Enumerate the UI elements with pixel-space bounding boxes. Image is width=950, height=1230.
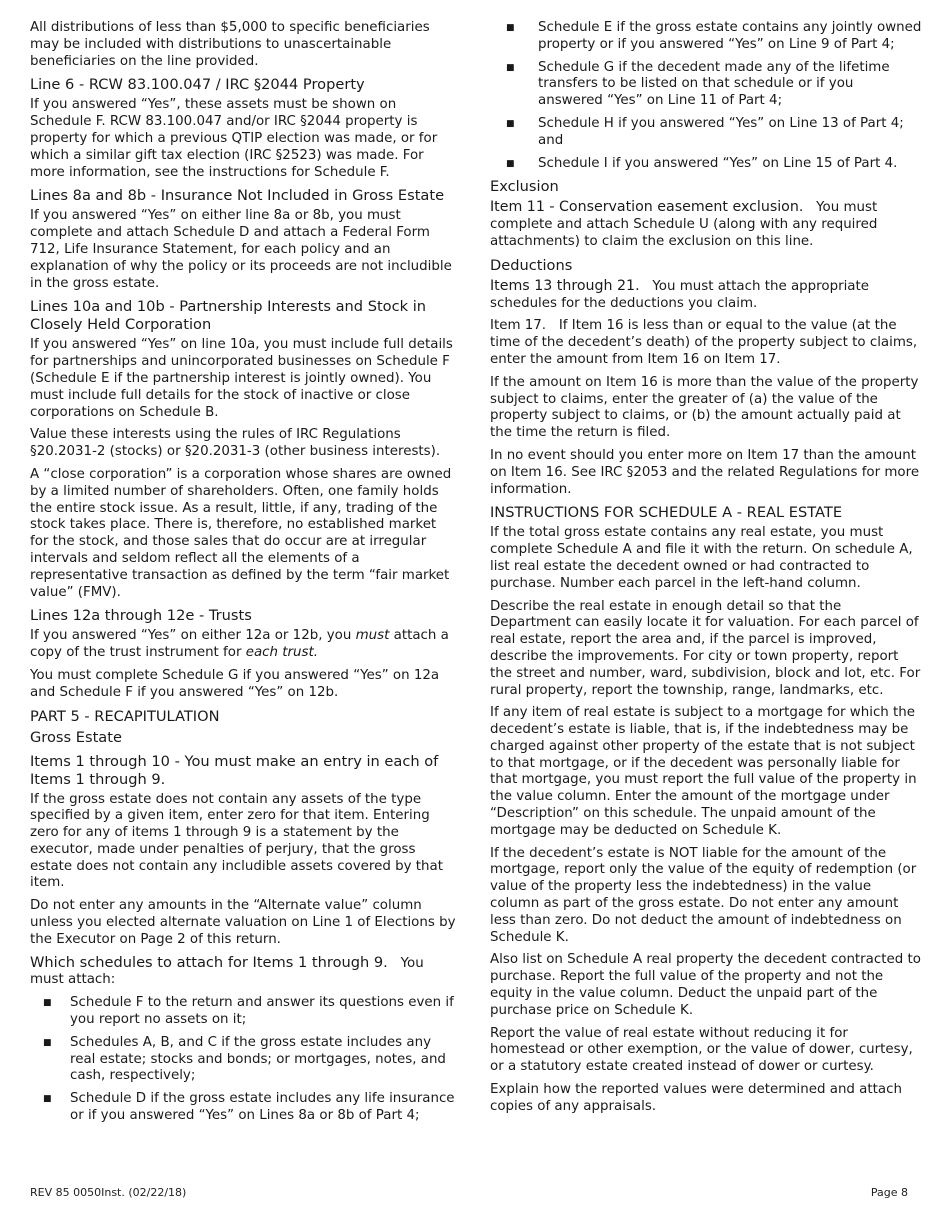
heading-schedule-a: INSTRUCTIONS FOR SCHEDULE A - REAL ESTATE xyxy=(490,504,843,522)
schedule-a-paragraph-2: Describe the real estate in enough detail so that the Department can easily locate it for valuation. For each parcel of real estate, report the area and, if the parcel is improved, describe the improvements. For city or town property, report the street and number, ward, subdivision, block and lot, etc. For rural property, report the township, range, landmarks, etc. xyxy=(490,598,921,698)
item17-text: If Item 16 is less than or equal to the value (at the time of the decedent’s death) of the property subject to claims, enter the amount from Item 16 on Item 17. xyxy=(490,318,918,367)
heading-exclusion: Exclusion xyxy=(490,178,559,196)
list-item: ■ Schedule E if the gross estate contains any jointly owned property or if you answered “Yes” on Line 9 of Part 4; xyxy=(490,20,922,54)
list-item: ■ Schedule D if the gross estate includes any life insurance or if you answered “Yes” on Lines 8a or 8b of Part 4; xyxy=(30,1091,458,1125)
schedule-a-paragraph-6: Report the value of real estate without reducing it for homestead or other exemption, or the value of dower, curtesy, or a statutory estate created instead of dower or curtesy. xyxy=(490,1025,913,1075)
item17-paragraph-3: In no event should you enter more on Item 17 than the amount on Item 16. See IRC §2053 and the related Regulations for more information. xyxy=(490,447,920,497)
left-column xyxy=(30,20,458,1131)
page-number: Page 8 xyxy=(870,1186,908,1199)
which-schedules-lead: Which schedules to attach for Items 1 through 9. xyxy=(30,953,388,971)
schedule-a-paragraph-3: If any item of real estate is subject to a mortgage for which the decedent’s estate is liable, that is, if the indebtedness may be charged against other property of the estate that is not subject to that mortgage, or if the decedent was personally liable for that mortgage, you must report the full value of the property in the value column. Enter the amount of the mortgage under “Description” on this schedule. The unpaid amount of the mortgage may be deducted on Schedule K. xyxy=(490,705,917,838)
which-schedules-paragraph xyxy=(30,955,458,990)
right-column xyxy=(490,20,922,1122)
which-schedules-tail: You must attach: xyxy=(30,955,424,988)
items13-paragraph xyxy=(490,278,922,313)
schedule-a-paragraph-1: If the total gross estate contains any real estate, you must complete Schedule A and file it with the return. On schedule A, list real estate the decedent owned or had contracted to purchase. Number each parcel in the left-hand column. xyxy=(490,525,913,591)
items1-paragraph-2: Do not enter any amounts in the “Alternate value” column unless you elected alternate valuation on Line 1 of Elections by the Executor on Page 2 of this return. xyxy=(30,898,456,947)
list-item: ■ Schedule H if you answered “Yes” on Line 13 of Part 4; and xyxy=(490,116,922,150)
list-item: ■ Schedule G if the decedent made any of the lifetime transfers to be listed on that schedule or if you answered “Yes” on Line 11 of Part 4; xyxy=(490,60,922,110)
items1-paragraph-1: If the gross estate does not contain any assets of the type specified by a given item, enter zero for that item. Entering zero for any of items 1 through 9 is a statement by the executor, made under penalties of perjury, that the gross estate does not contain any includible assets covered by that item. xyxy=(30,791,443,891)
heading-part5: PART 5 - RECAPITULATION xyxy=(30,707,220,725)
lines12-emphasis-must: must xyxy=(355,628,390,644)
item17-paragraph-1 xyxy=(490,318,922,368)
schedule-a-paragraph-5: Also list on Schedule A real property the decedent contracted to purchase. Report the full value of the property and not the equity in the value column. Deduct the unpaid part of the purchase price on Schedule K. xyxy=(490,952,921,1018)
lines8-paragraph: If you answered “Yes” on either line 8a or 8b, you must complete and attach Schedule D and attach a Federal Form 712, Life Insurance Statement, for each policy and an explanation of why the policy or its proceeds are not includible in the gross estate. xyxy=(30,208,452,291)
lines12-paragraph-2: You must complete Schedule G if you answered “Yes” on 12a and Schedule F if you answered “Yes” on 12b. xyxy=(30,667,440,700)
line6-paragraph: If you answered “Yes”, these assets must be shown on Schedule F. RCW 83.100.047 and/or IRC §2044 property is property for which a previous QTIP election was made, or for which a similar gift tax election (IRC §2523) was made. For more information, see the instructions for Schedule F. xyxy=(30,97,438,180)
lines12-text-a: If you answered “Yes” on either 12a or 12b, you xyxy=(30,628,356,644)
list-item: ■ Schedule F to the return and answer its questions even if you report no assets on it; xyxy=(30,995,458,1029)
heading-lines12: Lines 12a through 12e - Trusts xyxy=(30,607,252,625)
schedule-a-paragraph-7: Explain how the reported values were determined and attach copies of any appraisals. xyxy=(490,1082,902,1114)
list-item: ■ Schedule I if you answered “Yes” on Line 15 of Part 4. xyxy=(490,156,922,173)
heading-lines8: Lines 8a and 8b - Insurance Not Included in Gross Estate xyxy=(30,187,445,205)
lines12-emphasis-each-trust: each trust. xyxy=(245,645,319,661)
items13-text: You must attach the appropriate schedules for the deductions you claim. xyxy=(490,278,869,311)
items13-lead: Items 13 through 21. xyxy=(490,277,640,294)
heading-gross-estate: Gross Estate xyxy=(30,728,122,746)
lines10-paragraph-3: A “close corporation” is a corporation whose shares are owned by a limited number of shareholders. Often, one family holds the entire stock issue. As a result, little, if any, trading of the stock takes place. There is, therefore, no established market for the stock, and those sales that do occur are at irregular intervals and seldom reflect all the elements of a representative transaction as defined by the term “fair market value” (FMV). xyxy=(30,466,452,600)
heading-line6: Line 6 - RCW 83.100.047 / IRC §2044 Property xyxy=(30,76,365,94)
heading-lines10: Lines 10a and 10b - Partnership Interests and Stock in Closely Held Corporation xyxy=(30,298,427,334)
intro-paragraph: All distributions of less than $5,000 to specific beneficiaries may be included with distributions to unascertainable beneficiaries on the line provided. xyxy=(30,20,430,69)
lines12-paragraph-1 xyxy=(30,628,458,662)
item17-lead: Item 17. xyxy=(490,318,547,334)
right-bullet-list xyxy=(490,20,922,172)
item17-paragraph-2: If the amount on Item 16 is more than the value of the property subject to claims, enter the greater of (a) the value of the property subject to claims, or (b) the amount actually paid at the time the return is filed. xyxy=(490,374,919,441)
list-item: ■ Schedules A, B, and C if the gross estate includes any real estate; stocks and bonds; or mortgages, notes, and cash, respectively; xyxy=(30,1035,458,1085)
schedule-a-paragraph-4: If the decedent’s estate is NOT liable for the amount of the mortgage, report only the value of the equity of redemption (or value of the property less the indebtedness) in the value column as part of the gross estate. Do not enter any amount less than zero. Do not deduct the amount of indebtedness on Schedule K. xyxy=(490,845,917,945)
item11-lead: Item 11 - Conservation easement exclusion. xyxy=(490,199,804,216)
item11-text: You must complete and attach Schedule U (along with any required attachments) to claim the exclusion on this line. xyxy=(490,200,878,249)
lines10-paragraph-2: Value these interests using the rules of IRC Regulations §20.2031-2 (stocks) or §20.2031-3 (other business interests). xyxy=(30,427,441,460)
lines10-paragraph-1: If you answered “Yes” on line 10a, you must include full details for partnerships and unincorporated businesses on Schedule F (Schedule E if the partnership interest is jointly owned). You must include full details for the stock of inactive or close corporations on Schedule B. xyxy=(30,337,453,420)
left-bullet-list xyxy=(30,995,458,1125)
form-id: REV 85 0050Inst. (02/22/18) xyxy=(30,1186,187,1199)
lines12-text-c: attach a copy of the trust instrument for xyxy=(30,628,449,661)
item11-paragraph xyxy=(490,199,922,250)
heading-deductions: Deductions xyxy=(490,256,573,274)
heading-items1-10: Items 1 through 10 - You must make an entry in each of Items 1 through 9. xyxy=(30,752,439,788)
